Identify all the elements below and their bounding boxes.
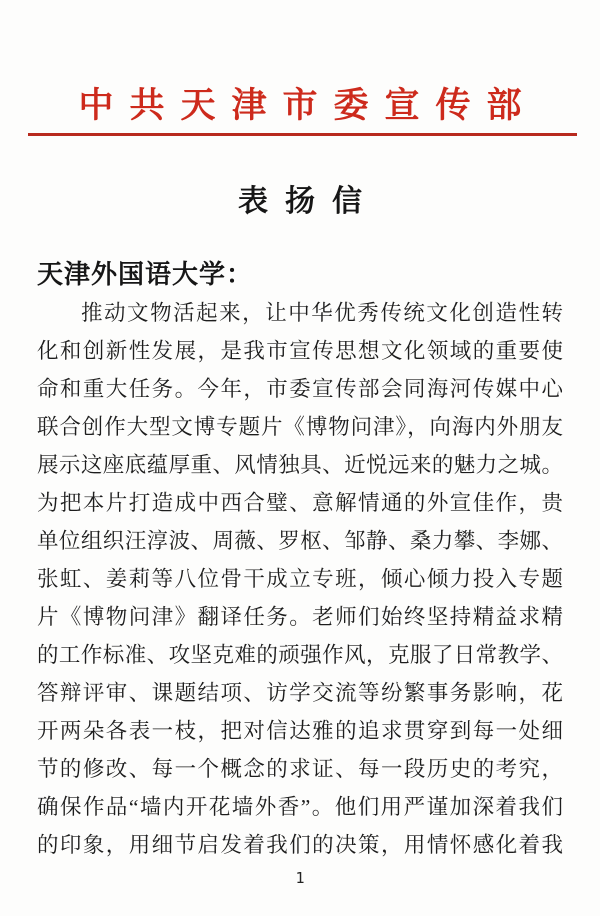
body-line: 的工作标准、攻坚克难的顽强作风，克服了日常教学、 [37, 643, 563, 667]
body-line: 为把本片打造成中西合璧、意解情通的外宣佳作，贵 [37, 491, 563, 515]
body-line: 片《博物问津》翻译任务。老师们始终坚持精益求精 [37, 605, 563, 629]
body-line: 节的修改、每一个概念的求证、每一段历史的考究， [37, 757, 563, 781]
letterhead-divider-rule [28, 133, 577, 136]
body-line: 单位组织汪淳波、周薇、罗枢、邹静、桑力攀、李娜、 [37, 529, 563, 553]
body-line: 张虹、姜莉等八位骨干成立专班，倾心倾力投入专题 [37, 567, 563, 591]
body-line: 的印象，用细节启发着我们的决策，用情怀感化着我 [37, 833, 563, 857]
letterhead-org-name: 中共天津市委宣传部 [78, 86, 538, 125]
letter-body [37, 294, 563, 864]
body-line: 确保作品“墙内开花墙外香”。他们用严谨加深着我们 [37, 795, 563, 819]
body-line: 联合创作大型文博专题片《博物问津》，向海内外朋友 [37, 415, 563, 439]
body-line: 答辩评审、课题结项、访学交流等纷繁事务影响，花 [37, 681, 563, 705]
salutation: 天津外国语大学： [37, 259, 254, 289]
document-title: 表扬信 [238, 185, 379, 218]
body-line: 开两朵各表一枝，把对信达雅的追求贯穿到每一处细 [37, 719, 563, 743]
page-number: 1 [295, 869, 305, 887]
body-line: 化和创新性发展，是我市宣传思想文化领域的重要使 [37, 339, 563, 363]
body-line: 命和重大任务。今年，市委宣传部会同海河传媒中心 [37, 377, 563, 401]
body-line: 展示这座底蕴厚重、风情独具、近悦远来的魅力之城。 [37, 453, 563, 477]
body-line: 推动文物活起来，让中华优秀传统文化创造性转 [81, 301, 563, 325]
